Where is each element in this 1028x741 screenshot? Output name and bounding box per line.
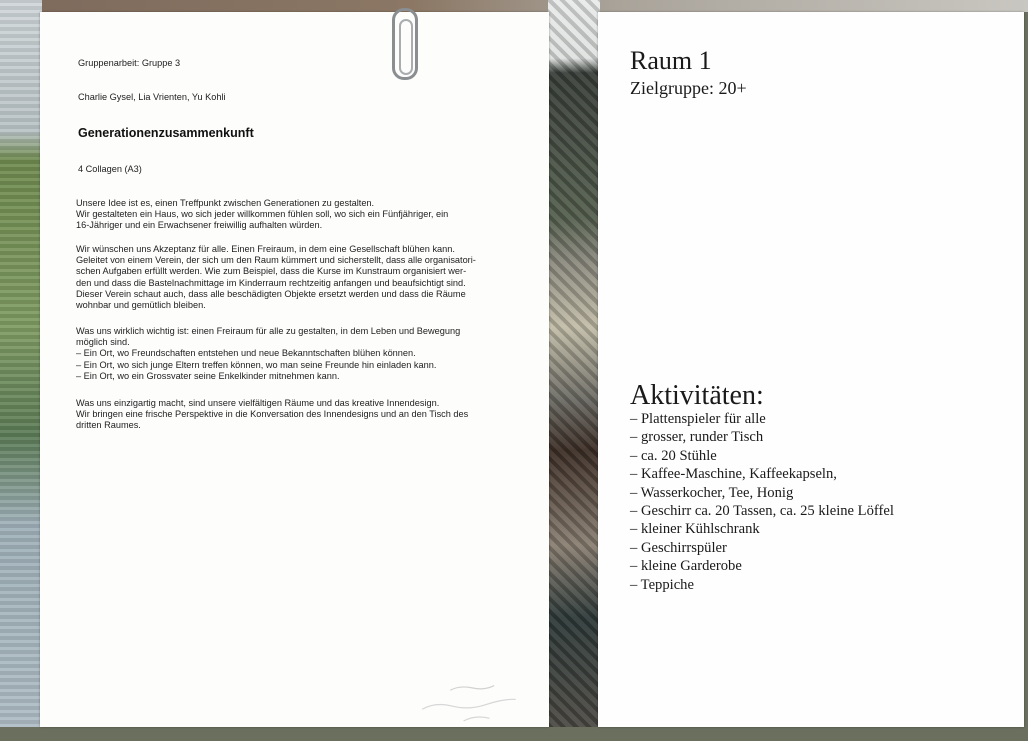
- text-line: – Ein Ort, wo Freundschaften entstehen und neue Bekanntschaften blühen können.: [76, 348, 416, 359]
- collage-strip-middle: [548, 0, 600, 727]
- activities-heading: Aktivitäten:: [630, 380, 764, 411]
- text-line: Dieser Verein schaut auch, dass alle beschädigten Objekte ersetzt werden und dass die Räume: [76, 288, 466, 299]
- authors-line: Charlie Gysel, Lia Vrienten, Yu Kohli: [78, 92, 226, 102]
- paper-clip-icon: [392, 8, 418, 80]
- target-group: Zielgruppe: 20+: [630, 78, 747, 98]
- paragraph-importance: [76, 326, 460, 382]
- text-line: wohnbar und gemütlich bleiben.: [76, 300, 206, 311]
- text-line: den und dass die Bastelnachmittage im Kinderraum rechtzeitig anfangen und beaufsichtigt sind.: [76, 277, 466, 288]
- paragraph-uniqueness: [76, 398, 468, 432]
- format-line: 4 Collagen (A3): [78, 164, 142, 174]
- text-line: dritten Raumes.: [76, 420, 141, 431]
- text-line: Wir wünschen uns Akzeptanz für alle. Einen Freiraum, in dem eine Gesellschaft blühen kann.: [76, 244, 455, 254]
- text-line: schen Aufgaben erfüllt werden. Wie zum Beispiel, dass die Kurse im Kunstraum organisiert wer-: [76, 266, 467, 277]
- text-document-page: [40, 12, 549, 727]
- text-line: Wir bringen eine frische Perspektive in die Konversation des Innendesigns und an den Tisch des: [76, 409, 469, 420]
- list-item: – Teppiche: [630, 576, 694, 593]
- list-item: – Kaffee-Maschine, Kaffeekapseln,: [630, 466, 837, 483]
- list-item: – ca. 20 Stühle: [630, 447, 717, 464]
- paragraph-association: [76, 244, 476, 311]
- room-title: Raum 1: [630, 46, 712, 75]
- list-item: – Plattenspieler für alle: [630, 411, 766, 427]
- collage-strip-left: [0, 0, 42, 727]
- list-item: – Geschirrspüler: [630, 539, 727, 556]
- paragraph-idea: [76, 198, 448, 232]
- document-title: Generationenzusammenkunft: [78, 126, 254, 140]
- text-line: Geleitet von einem Verein, der sich um den Raum kümmert und sicherstellt, dass alle organisatori-: [76, 255, 476, 266]
- text-line: – Ein Ort, wo sich junge Eltern treffen können, wo man seine Freunde hin einladen kann.: [76, 359, 437, 370]
- list-item: – kleiner Kühlschrank: [630, 521, 760, 538]
- group-header: Gruppenarbeit: Gruppe 3: [78, 58, 181, 68]
- text-line: 16-Jähriger und ein Erwachsener freiwillig aufhalten würden.: [76, 220, 323, 231]
- list-item: – grosser, runder Tisch: [630, 429, 764, 446]
- collage-top-edge: [0, 0, 1028, 12]
- room-description-page: [598, 12, 1024, 727]
- text-line: möglich sind.: [76, 337, 130, 348]
- list-item: – Wasserkocher, Tee, Honig: [630, 484, 794, 501]
- text-line: Was uns einzigartig macht, sind unsere vielfältigen Räume und das kreative Innendesign.: [76, 398, 440, 408]
- list-item: – kleine Garderobe: [630, 558, 742, 575]
- text-line: Unsere Idee ist es, einen Treffpunkt zwischen Generationen zu gestalten.: [76, 198, 375, 208]
- text-line: Was uns wirklich wichtig ist: einen Freiraum für alle zu gestalten, in dem Leben und Bewegung: [76, 326, 461, 336]
- text-line: Wir gestalteten ein Haus, wo sich jeder willkommen fühlen soll, wo sich ein Fünfjähriger, ein: [76, 209, 449, 220]
- list-item: – Geschirr ca. 20 Tassen, ca. 25 kleine Löffel: [630, 503, 894, 520]
- text-line: – Ein Ort, wo ein Grossvater seine Enkelkinder mitnehmen kann.: [76, 370, 340, 381]
- activities-list: [630, 410, 894, 594]
